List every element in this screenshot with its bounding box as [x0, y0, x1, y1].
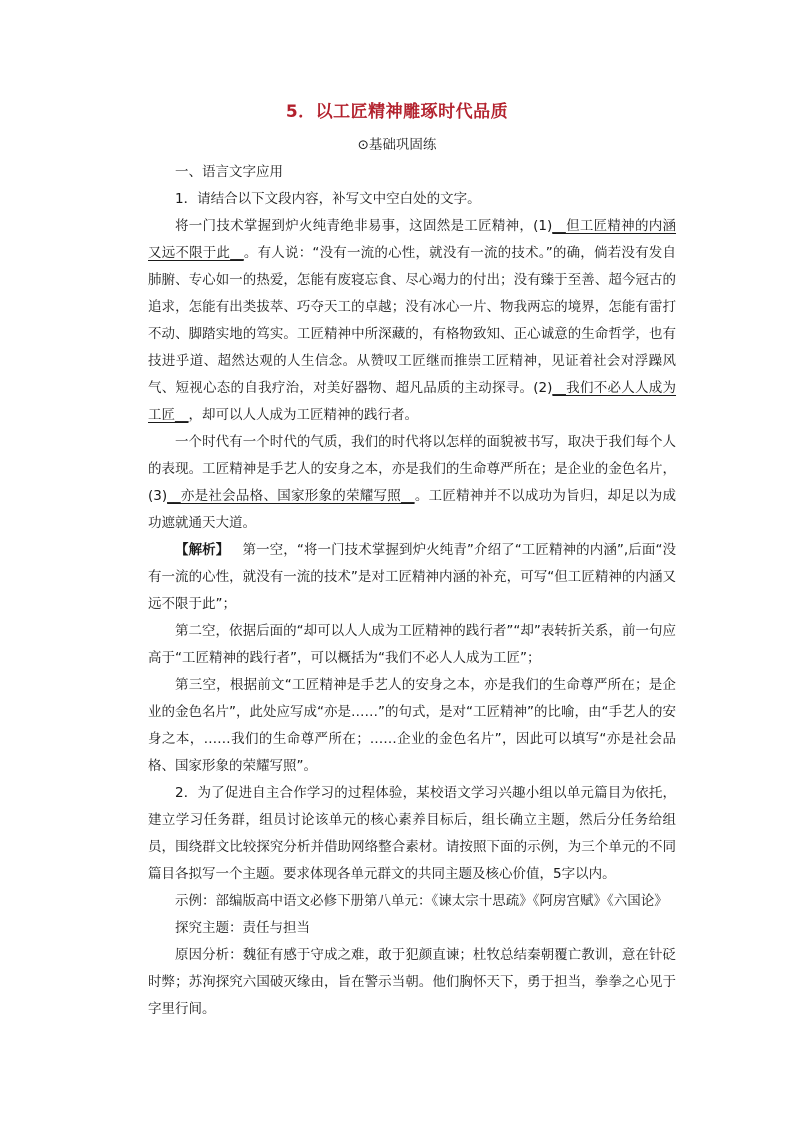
analysis-paragraph-1 [148, 537, 676, 618]
page-title: 5．以工匠精神雕琢时代品质 [285, 102, 509, 122]
passage-paragraph-2 [148, 429, 676, 537]
passage-paragraph-1 [148, 213, 676, 429]
analysis-paragraph-2: 第二空，依据后面的“却可以人人成为工匠精神的践行者”“却”表转折关系，前一句应高于“工匠精神的践行者”，可以概括为“我们不必人人成为工匠”； [148, 623, 676, 666]
document-body [148, 159, 676, 1023]
answer-blank-3: __亦是社会品格、国家形象的荣耀写照__ [167, 488, 415, 504]
passage-text: 。有人说：“没有一流的心性，就没有一流的技术。”的确，倘若没有发自肺腑、专心如一的热爱，怎能有废寝忘食、尽心竭力的付出；没有臻于至善、超今冠古的追求，怎能有出类拔萃、巧夺天工的卓越；没有冰心一片、物我两忘的境界，怎能有雷打不动、脚踏实地的笃实。工匠精神中所深藏的，有格物致知、正心诚意的生命哲学，也有技进乎道、超然达观的人生信念。从赞叹工匠继而推崇工匠精神，见证着社会对浮躁风气、短视心态的自我疗治，对美好器物、超凡品质的主动探寻。(2) [148, 245, 676, 396]
reason-paragraph: 原因分析：魏征有感于守成之难，敢于犯颜直谏；杜牧总结秦朝覆亡教训，意在针砭时弊；苏洵探究六国破灭缘由，旨在警示当朝。他们胸怀天下，勇于担当，拳拳之心见于字里行间。 [148, 947, 676, 1017]
question-1-stem: 1．请结合以下文段内容，补写文中空白处的文字。 [175, 191, 481, 207]
analysis-paragraph-3: 第三空，根据前文“工匠精神是手艺人的安身之本，亦是我们的生命尊严所在；是企业的金色名片”，此处应写成“亦是……”的句式，是对“工匠精神”的比喻，由“手艺人的安身之本，……我们的生命尊严所在；……企业的金色名片”，因此可以填写“亦是社会品格、国家形象的荣耀写照”。 [148, 677, 676, 774]
passage-text: ，却可以人人成为工匠精神的践行者。 [188, 407, 418, 423]
example-line: 示例：部编版高中语文必修下册第八单元：《谏太宗十思疏》《阿房宫赋》《六国论》 [175, 893, 668, 909]
answer-blank-1: __但工匠精神的内涵又远不限于此__ [148, 218, 677, 261]
theme-line: 探究主题：责任与担当 [175, 920, 310, 936]
answer-blank-2: __我们不必人人成为工匠__ [148, 380, 677, 423]
question-2-stem: 2．为了促进自主合作学习的过程体验，某校语文学习兴趣小组以单元篇目为依托，建立学习任务群，组员讨论该单元的核心素养目标后，组长确立主题，然后分任务给组员，围绕群文比较探究分析并借助网络整合素材。请按照下面的示例，为三个单元的不同篇目各拟写一个主题。要求体现各单元群文的共同主题及核心价值，5字以内。 [148, 785, 676, 882]
passage-text: 。工匠精神并不以成功为旨归，却足以为成功遮就通天大道。 [148, 488, 677, 531]
analysis-label: 【解析】 [175, 542, 230, 558]
passage-text: 将一门技术掌握到炉火纯青绝非易事，这固然是工匠精神，(1) [175, 218, 553, 234]
practice-subtitle: ⊙基础巩固练 [357, 137, 437, 153]
section-heading: 一、语言文字应用 [175, 164, 283, 180]
analysis-text: 第一空，“将一门技术掌握到炉火纯青”介绍了“工匠精神的内涵”,后面“没有一流的心性，就没有一流的技术”是对工匠精神内涵的补充，可写“但工匠精神的内涵又远不限于此”； [148, 542, 677, 612]
passage-text: 一个时代有一个时代的气质，我们的时代将以怎样的面貌被书写，取决于我们每个人的表现。工匠精神是手艺人的安身之本，亦是我们的生命尊严所在；是企业的金色名片，(3) [148, 434, 676, 504]
